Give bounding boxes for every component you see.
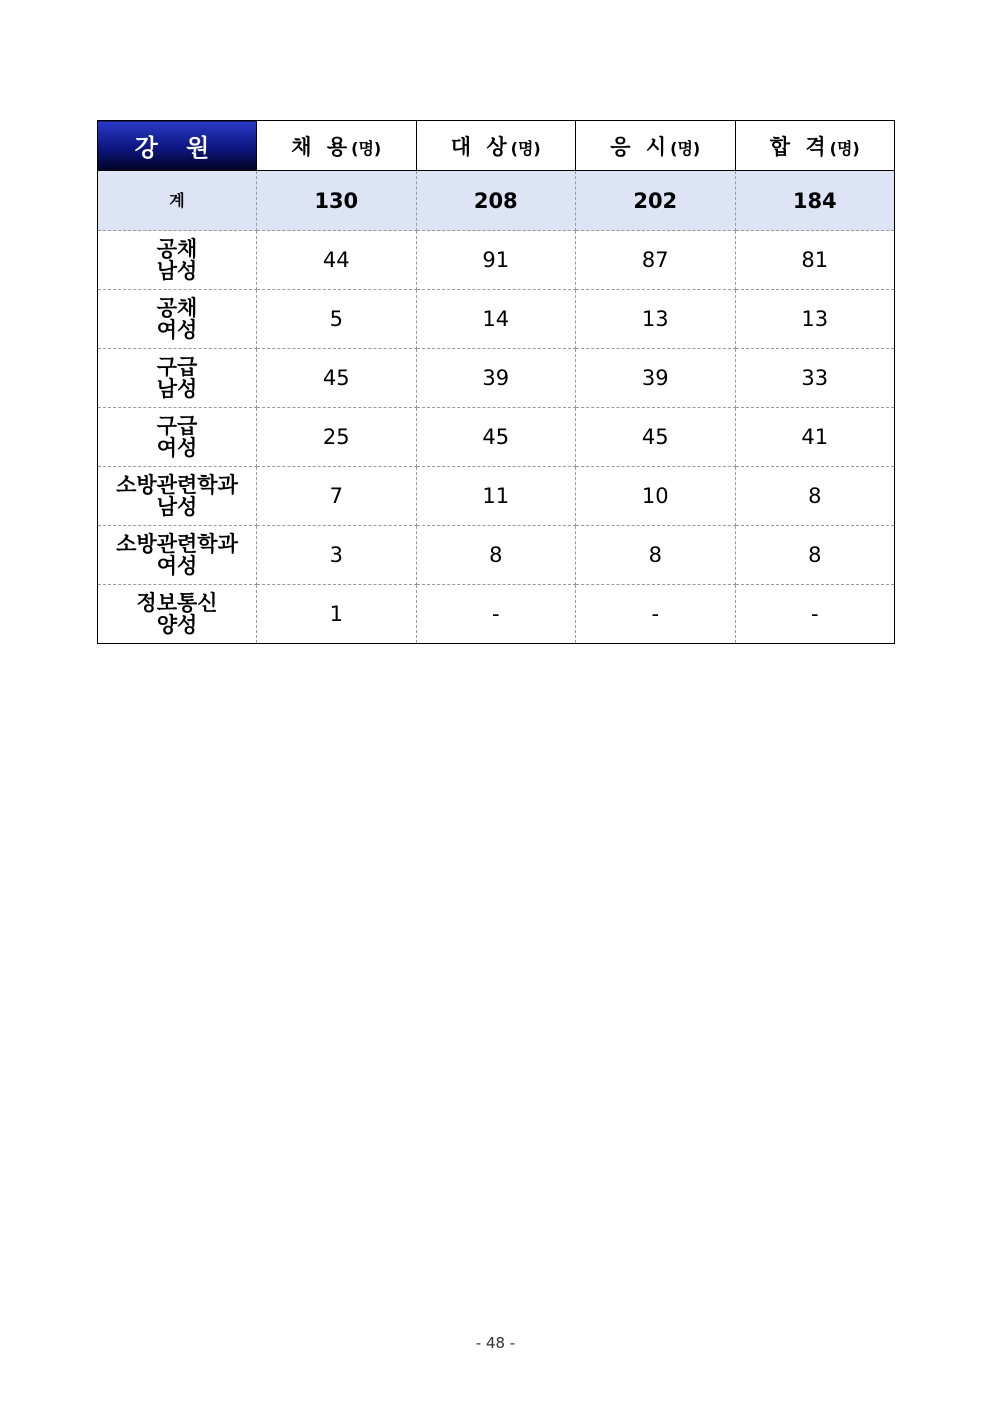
total-cell: 202 — [576, 171, 736, 231]
row-label-line1: 정보통신 — [136, 591, 218, 615]
table-cell: - — [810, 602, 819, 626]
column-header-unit: (명) — [670, 138, 701, 158]
table-cell: 45 — [257, 349, 417, 408]
total-label: 계 — [98, 171, 257, 231]
table-cell: 8 — [576, 526, 736, 585]
column-header-applied — [576, 121, 736, 171]
table-cell: 14 — [416, 290, 576, 349]
column-header-label: 합 격 — [769, 134, 830, 159]
row-label-line1: 소방관련학과 — [116, 473, 238, 497]
row-label — [98, 290, 257, 349]
column-header-unit: (명) — [829, 138, 860, 158]
row-label-line2: 여성 — [156, 554, 198, 578]
row-label-line2: 여성 — [156, 436, 198, 460]
recruitment-table-container — [97, 120, 894, 644]
table-cell: 41 — [735, 408, 895, 467]
column-header-unit: (명) — [510, 138, 541, 158]
table-row — [98, 349, 895, 408]
total-cell: 184 — [735, 171, 895, 231]
row-label — [98, 585, 257, 644]
total-row — [98, 171, 895, 231]
table-cell: 11 — [416, 467, 576, 526]
table-row — [98, 290, 895, 349]
column-header-hired — [257, 121, 417, 171]
row-label — [98, 349, 257, 408]
row-label-line1: 구급 — [156, 355, 198, 379]
table-cell: 45 — [576, 408, 736, 467]
total-cell: 208 — [416, 171, 576, 231]
column-header-label: 채 용 — [291, 134, 352, 159]
table-cell: 44 — [257, 231, 417, 290]
table-cell: - — [576, 585, 736, 644]
table-row — [98, 526, 895, 585]
table-row — [98, 231, 895, 290]
table-cell: 10 — [576, 467, 736, 526]
table-cell: 7 — [257, 467, 417, 526]
row-label — [98, 408, 257, 467]
table-cell: 1 — [257, 585, 417, 644]
table-row — [98, 408, 895, 467]
table-cell: 8 — [416, 526, 576, 585]
table-header-row — [98, 121, 895, 171]
table-cell: - — [416, 585, 576, 644]
row-label-line1: 공채 — [156, 296, 198, 320]
total-cell: 130 — [257, 171, 417, 231]
table-cell: 87 — [576, 231, 736, 290]
column-header-label: 응 시 — [610, 134, 671, 159]
column-header-label: 대 상 — [450, 134, 511, 159]
row-label — [98, 467, 257, 526]
table-cell: 3 — [257, 526, 417, 585]
recruitment-table — [97, 120, 895, 644]
row-label-line2: 여성 — [156, 318, 198, 342]
table-cell: 25 — [257, 408, 417, 467]
row-label — [98, 231, 257, 290]
table-row — [98, 467, 895, 526]
table-cell: 39 — [416, 349, 576, 408]
table-cell: 5 — [257, 290, 417, 349]
table-cell: 8 — [735, 526, 895, 585]
row-label-line1: 공채 — [156, 237, 198, 261]
table-row — [98, 585, 895, 644]
table-cell: 91 — [416, 231, 576, 290]
row-label-line1: 소방관련학과 — [116, 532, 238, 556]
row-label-line1: 구급 — [156, 414, 198, 438]
table-cell: 33 — [735, 349, 895, 408]
table-cell: 13 — [576, 290, 736, 349]
row-label — [98, 526, 257, 585]
row-label-line2: 남성 — [156, 377, 198, 401]
column-header-passed — [735, 121, 895, 171]
table-cell: 8 — [735, 467, 895, 526]
table-cell: 81 — [735, 231, 895, 290]
column-header-eligible — [416, 121, 576, 171]
page-number: - 48 - — [475, 1334, 516, 1352]
row-label-line2: 남성 — [156, 495, 198, 519]
row-label-line2: 양성 — [156, 613, 198, 637]
row-label-line2: 남성 — [156, 259, 198, 283]
region-header: 강 원 — [98, 121, 257, 171]
column-header-unit: (명) — [351, 138, 382, 158]
table-cell: 45 — [416, 408, 576, 467]
table-cell: 39 — [576, 349, 736, 408]
table-cell: 13 — [735, 290, 895, 349]
